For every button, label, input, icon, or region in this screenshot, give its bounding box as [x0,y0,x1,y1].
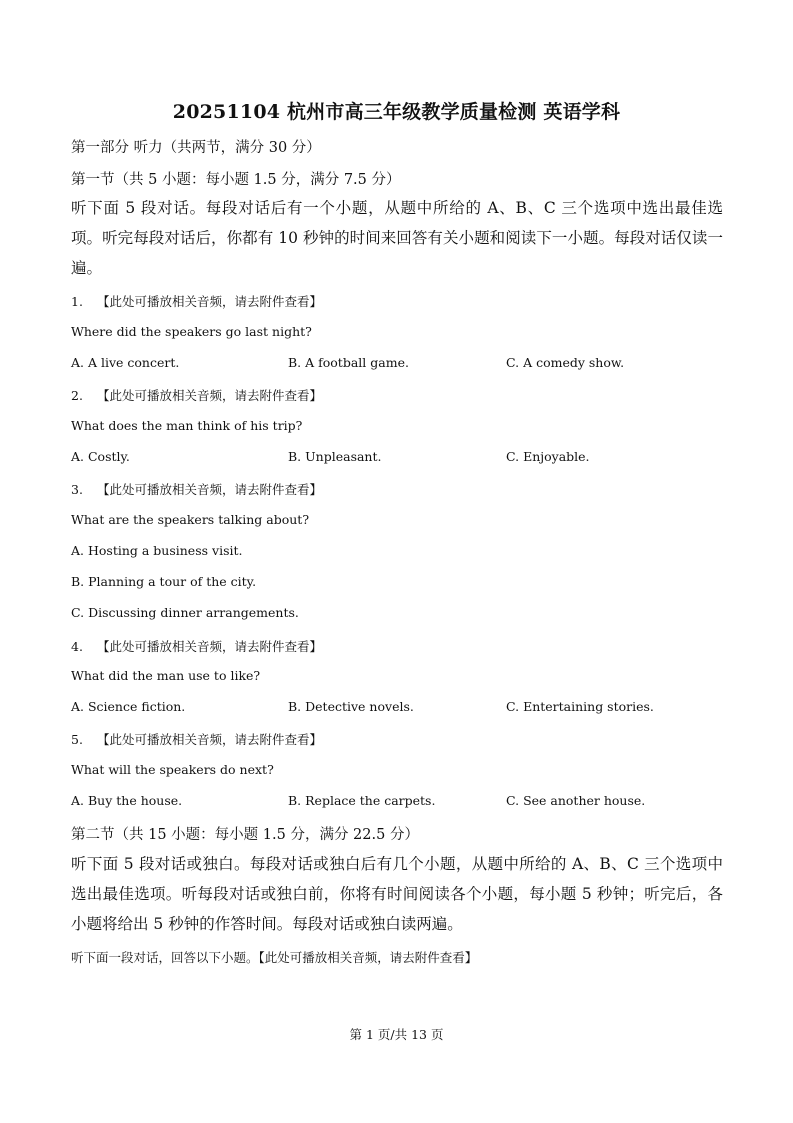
question-5-option-c: C. See another house. [506,793,646,808]
question-3-option-c: C. Discussing dinner arrangements. [71,605,299,620]
question-5-option-a: A. Buy the house. [71,793,183,808]
question-3-audio-line [71,480,322,498]
question-number: 4. [71,639,83,654]
question-4-text: What did the man use to like? [71,668,261,683]
question-4-audio-line [71,637,322,655]
question-2-option-c: C. Enjoyable. [506,449,590,464]
audio-link[interactable]: 【此处可播放相关音频，请去附件查看】 [96,388,322,403]
page-title: 20251104 杭州市高三年级教学质量检测 英语学科 [172,101,621,123]
question-2-option-b: B. Unpleasant. [288,449,382,464]
question-number: 3. [71,482,83,497]
question-5-text: What will the speakers do next? [71,762,274,777]
section2-instructions: 听下面 5 段对话或独白。每段对话或独白后有几个小题，从题中所给的 A、B、C 三个选项中选出最佳选项。听每段对话或独白前，你将有时间阅读各个小题，每小题 5 秒钟；听完后，各小题将给出 5 秒钟的作答时间。每段对话或独白读两遍。 [71,855,723,933]
question-2-text: What does the man think of his trip? [71,418,303,433]
question-4-option-a: A. Science fiction. [71,699,186,714]
section2-listen-line: 听下面一段对话，回答以下小题。【此处可播放相关音频，请去附件查看】 [71,950,478,965]
question-1-text: Where did the speakers go last night? [71,324,312,339]
question-2-audio-line [71,386,322,404]
question-5-audio-line [71,730,322,748]
question-4-option-c: C. Entertaining stories. [506,699,654,714]
section2-header: 第二节（共 15 小题：每小题 1.5 分，满分 22.5 分） [71,827,419,843]
question-3-option-b: B. Planning a tour of the city. [71,574,257,589]
question-3-option-a: A. Hosting a business visit. [71,543,243,558]
question-1-option-c: C. A comedy show. [506,355,625,370]
question-5-option-b: B. Replace the carpets. [288,793,436,808]
question-4-option-b: B. Detective novels. [288,699,414,714]
section1-instructions: 听下面 5 段对话。每段对话后有一个小题，从题中所给的 A、B、C 三个选项中选出最佳选项。听完每段对话后，你都有 10 秒钟的时间来回答有关小题和阅读下一小题。每段对话仅读一遍。 [71,199,723,277]
question-number: 5. [71,732,83,747]
page-footer: 第 1 页/共 13 页 [349,1027,444,1042]
audio-link[interactable]: 【此处可播放相关音频，请去附件查看】 [96,294,322,309]
audio-link[interactable]: 【此处可播放相关音频，请去附件查看】 [96,732,322,747]
question-1-option-a: A. A live concert. [71,355,180,370]
question-number: 2. [71,388,83,403]
audio-link[interactable]: 【此处可播放相关音频，请去附件查看】 [96,639,322,654]
section1-header: 第一节（共 5 小题：每小题 1.5 分，满分 7.5 分） [71,172,401,188]
question-1-audio-line [71,292,322,310]
audio-link[interactable]: 【此处可播放相关音频，请去附件查看】 [96,482,322,497]
question-1-option-b: B. A football game. [288,355,409,370]
part1-header: 第一部分 听力（共两节，满分 30 分） [71,140,321,156]
question-number: 1. [71,294,83,309]
question-2-option-a: A. Costly. [71,449,130,464]
question-3-text: What are the speakers talking about? [71,512,310,527]
